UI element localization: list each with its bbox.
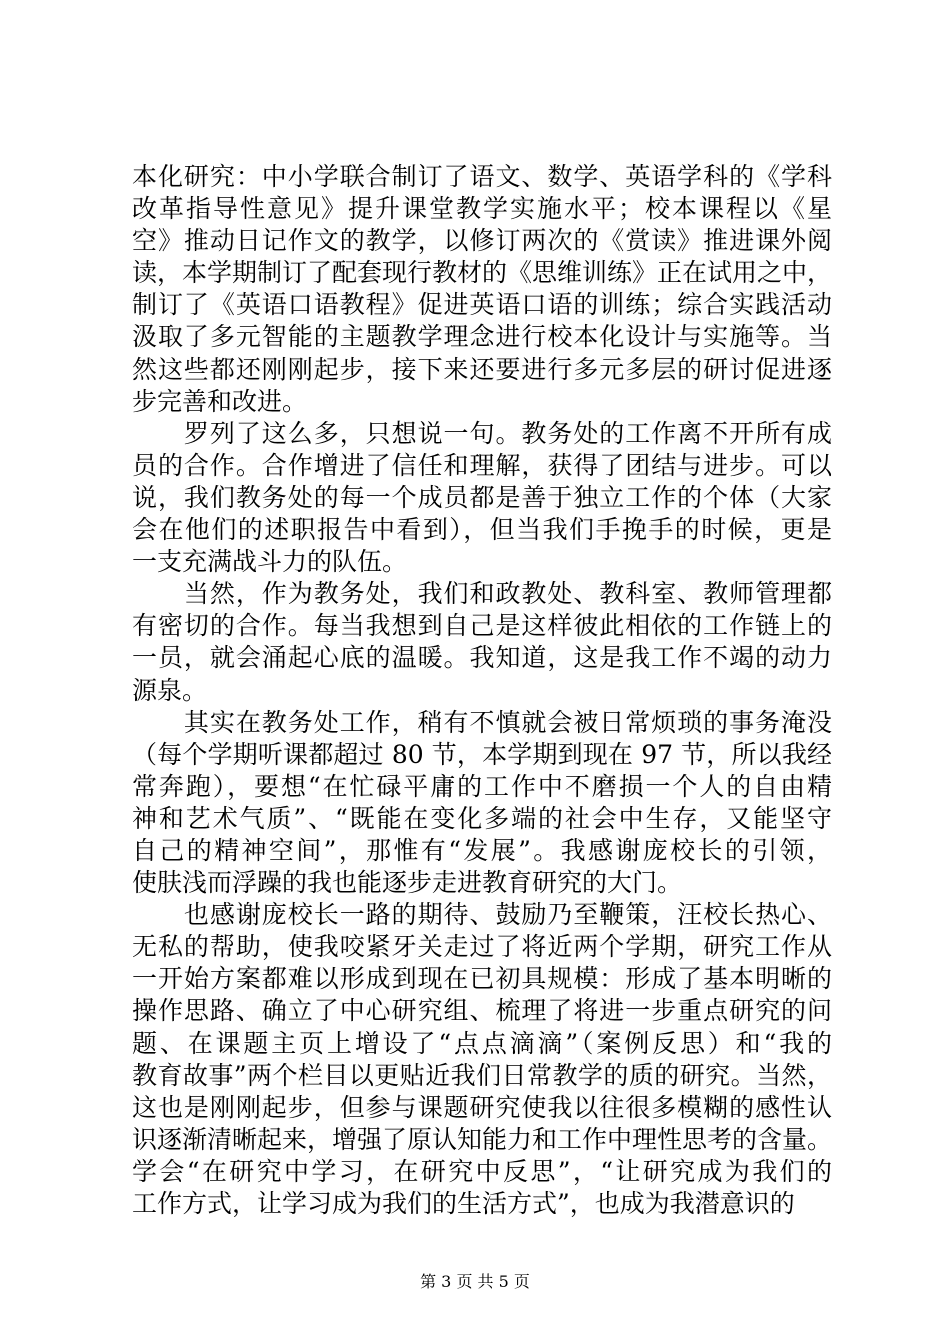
text-line: 一支充满战斗力的队伍。	[132, 547, 408, 577]
text-line: 罗列了这么多，只想说一句。教务处的工作离不开所有成	[132, 418, 832, 448]
paragraph	[132, 418, 832, 578]
text-line: 一员，就会涌起心底的温暖。我知道，这是我工作不竭的动力	[132, 643, 832, 673]
text-line: 也感谢庞校长一路的期待、鼓励乃至鞭策，汪校长热心、	[132, 900, 832, 930]
text-line: 工作方式，让学习成为我们的生活方式”，也成为我潜意识的	[132, 1189, 795, 1218]
text-line: 这也是刚刚起步，但参与课题研究使我以往很多模糊的感性认	[132, 1092, 832, 1122]
text-line: 有密切的合作。每当我想到自己是这样彼此相依的工作链上的	[132, 611, 832, 641]
text-line: 其实在教务处工作，稍有不慎就会被日常烦琐的事务淹没	[132, 707, 832, 737]
text-line: 自己的精神空间”，那惟有“发展”。我感谢庞校长的引领，	[132, 835, 832, 865]
document-body	[132, 161, 832, 1220]
text-line: 读，本学期制订了配套现行教材的《思维训练》正在试用之中，	[132, 258, 833, 288]
text-line: 学会“在研究中学习，在研究中反思”，“让研究成为我们的	[132, 1156, 832, 1186]
text-line: 员的合作。合作增进了信任和理解，获得了团结与进步。可以	[132, 450, 832, 480]
text-line: 改革指导性意见》提升课堂教学实施水平；校本课程以《星	[132, 194, 832, 224]
page-footer: 第 3 页 共 5 页	[420, 1272, 530, 1291]
text-line: 神和艺术气质”、“既能在变化多端的社会中生存，又能坚守	[132, 803, 832, 833]
paragraph	[132, 578, 832, 706]
text-line: 一开始方案都难以形成到现在已初具规模：形成了基本明晰的	[132, 964, 832, 994]
paragraph	[132, 707, 832, 900]
text-line: 常奔跑），要想“在忙碌平庸的工作中不磨损一个人的自由精	[132, 771, 832, 801]
text-line: 说，我们教务处的每一个成员都是善于独立工作的个体（大家	[132, 482, 832, 512]
text-line: 汲取了多元智能的主题教学理念进行校本化设计与实施等。当	[132, 322, 832, 352]
text-line: 会在他们的述职报告中看到），但当我们手挽手的时候，更是	[132, 515, 832, 545]
text-line: 操作思路、确立了中心研究组、梳理了将进一步重点研究的问	[132, 996, 832, 1026]
text-line: （每个学期听课都超过 80 节，本学期到现在 97 节，所以我经	[132, 739, 832, 769]
text-line: 教育故事”两个栏目以更贴近我们日常教学的质的研究。当然，	[132, 1060, 832, 1090]
text-line: 然这些都还刚刚起步，接下来还要进行多元多层的研讨促进逐	[132, 354, 832, 384]
text-line: 识逐渐清晰起来，增强了原认知能力和工作中理性思考的含量。	[132, 1124, 833, 1154]
text-line: 使肤浅而浮躁的我也能逐步走进教育研究的大门。	[132, 868, 683, 898]
text-line: 空》推动日记作文的教学，以修订两次的《赏读》推进课外阅	[132, 226, 832, 256]
paragraph	[132, 899, 832, 1220]
text-line: 无私的帮助，使我咬紧牙关走过了将近两个学期，研究工作从	[132, 932, 832, 962]
text-line: 题、在课题主页上增设了“点点滴滴”（案例反思）和“我的	[132, 1028, 832, 1058]
text-line: 制订了《英语口语教程》促进英语口语的训练；综合实践活动	[132, 290, 832, 320]
text-line: 步完善和改进。	[132, 386, 308, 416]
text-line: 当然，作为教务处，我们和政教处、教科室、教师管理都	[132, 579, 832, 609]
paragraph	[132, 161, 832, 418]
text-line: 源泉。	[132, 675, 208, 705]
text-line: 本化研究：中小学联合制订了语文、数学、英语学科的《学科	[132, 162, 832, 191]
